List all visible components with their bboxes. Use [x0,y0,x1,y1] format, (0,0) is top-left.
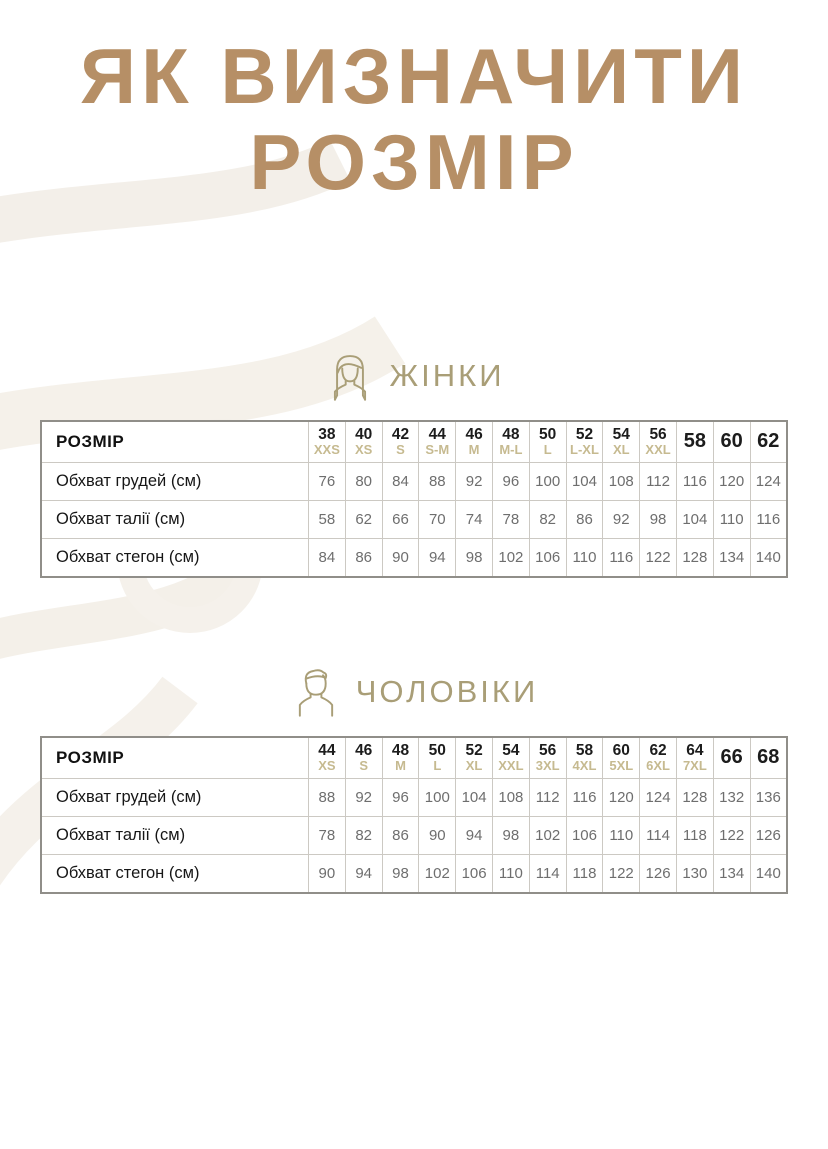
measurement-value-cell: 110 [566,538,603,577]
measurement-value-cell: 124 [750,462,787,500]
size-column-header [419,737,456,779]
size-column-header [456,737,493,779]
measurement-value-cell: 82 [529,500,566,538]
size-column-header [676,737,713,779]
page-title-line2: РОЗМІР [249,117,579,206]
measurement-value-cell: 84 [382,462,419,500]
page-title-line1: ЯК ВИЗНАЧИТИ [80,32,748,120]
size-column-header [492,737,529,779]
size-column-header [382,421,419,463]
measurement-value-cell: 136 [750,778,787,816]
size-letter: XXL [498,757,524,773]
size-column-header: 68 [750,737,787,779]
size-number: 50 [539,425,557,443]
size-letter: S [396,441,405,457]
size-letter: XS [355,441,373,457]
measurement-value-cell: 132 [713,778,750,816]
measurement-value-cell: 112 [640,462,677,500]
measurement-value-cell: 100 [529,462,566,500]
size-number: 42 [391,425,410,443]
measurement-value-cell: 114 [529,854,566,893]
size-number: 62 [649,741,667,759]
man-icon [290,664,342,720]
measurement-value-cell: 102 [492,538,529,577]
measurement-value-cell: 84 [309,538,346,577]
size-letter: 4XL [572,757,597,773]
measurement-value-cell: 88 [309,778,346,816]
size-number: 38 [318,425,336,443]
size-column-header: 62 [750,421,787,463]
size-number: 44 [428,425,446,443]
table-header-label: РОЗМІР [41,421,309,463]
section-heading-label-men: ЧОЛОВІКИ [355,673,539,709]
measurement-value-cell: 94 [345,854,382,893]
size-letter: XL [612,441,630,457]
size-number: 56 [649,425,667,443]
women-table-body [41,462,787,577]
size-letter: 3XL [535,757,560,773]
measurement-value-cell: 106 [456,854,493,893]
size-column-header [640,737,677,779]
men-size-table [40,736,788,894]
size-letter: 7XL [682,757,707,773]
measurement-value-cell: 92 [345,778,382,816]
measurement-row-label: Обхват талії (см) [41,500,309,538]
size-column-header: 66 [713,737,750,779]
women-table-header-row [41,421,787,463]
size-column-header [309,737,346,779]
measurement-value-cell: 74 [456,500,493,538]
women-size-table [40,420,788,578]
measurement-row [41,462,787,500]
measurement-value-cell: 94 [456,816,493,854]
measurement-value-cell: 98 [456,538,493,577]
measurement-value-cell: 116 [566,778,603,816]
measurement-row-label: Обхват грудей (см) [41,778,309,816]
size-letter: L [543,441,552,457]
measurement-value-cell: 102 [529,816,566,854]
size-number: 40 [355,425,373,443]
size-column-header [419,421,456,463]
measurement-value-cell: 112 [529,778,566,816]
woman-icon [324,348,376,404]
size-number: 54 [612,425,630,443]
size-letter: S-M [425,441,450,457]
measurement-value-cell: 110 [603,816,640,854]
size-column-header [345,737,382,779]
measurement-value-cell: 86 [345,538,382,577]
size-number: 46 [465,425,483,443]
size-column-header [529,737,566,779]
measurement-value-cell: 88 [419,462,456,500]
size-letter: XS [318,757,336,773]
measurement-value-cell: 126 [750,816,787,854]
measurement-row-label: Обхват грудей (см) [41,462,309,500]
size-number: 52 [575,425,594,443]
size-number: 50 [428,741,446,759]
measurement-value-cell: 114 [640,816,677,854]
measurement-row-label: Обхват стегон (см) [41,854,309,893]
measurement-value-cell: 116 [676,462,713,500]
measurement-value-cell: 96 [382,778,419,816]
measurement-row [41,500,787,538]
measurement-value-cell: 86 [382,816,419,854]
measurement-row [41,778,787,816]
size-letter: 5XL [609,757,634,773]
size-letter: M [395,757,406,773]
measurement-value-cell: 116 [750,500,787,538]
measurement-value-cell: 122 [713,816,750,854]
measurement-value-cell: 104 [566,462,603,500]
measurement-value-cell: 90 [309,854,346,893]
measurement-value-cell: 70 [419,500,456,538]
section-men [0,664,828,894]
table-header-label: РОЗМІР [41,737,309,779]
measurement-row [41,816,787,854]
measurement-value-cell: 120 [713,462,750,500]
measurement-value-cell: 124 [640,778,677,816]
measurement-value-cell: 102 [419,854,456,893]
size-number: 56 [539,741,557,759]
measurement-row-label: Обхват стегон (см) [41,538,309,577]
measurement-value-cell: 122 [603,854,640,893]
measurement-value-cell: 110 [713,500,750,538]
measurement-value-cell: 116 [603,538,640,577]
measurement-value-cell: 122 [640,538,677,577]
size-letter: XXL [645,441,671,457]
size-letter: L [433,757,442,773]
size-column-header [345,421,382,463]
size-column-header [640,421,677,463]
size-number: 58 [575,741,594,759]
measurement-value-cell: 98 [382,854,419,893]
size-number: 48 [391,741,410,759]
measurement-value-cell: 118 [566,854,603,893]
measurement-value-cell: 58 [309,500,346,538]
measurement-value-cell: 108 [492,778,529,816]
size-column-header [603,421,640,463]
measurement-value-cell: 134 [713,538,750,577]
measurement-value-cell: 82 [345,816,382,854]
size-number: 64 [686,741,704,759]
section-heading-label-women: ЖІНКИ [389,357,505,393]
measurement-value-cell: 76 [309,462,346,500]
measurement-value-cell: 106 [566,816,603,854]
size-letter: M [468,441,480,457]
measurement-value-cell: 86 [566,500,603,538]
measurement-value-cell: 104 [456,778,493,816]
size-column-header [309,421,346,463]
size-number: 54 [502,741,520,759]
measurement-value-cell: 92 [603,500,640,538]
size-column-header [603,737,640,779]
measurement-value-cell: 78 [309,816,346,854]
measurement-value-cell: 80 [345,462,382,500]
size-column-header [456,421,493,463]
size-number: 52 [465,741,483,759]
size-letter: XL [465,757,483,773]
measurement-value-cell: 62 [345,500,382,538]
size-column-header [382,737,419,779]
size-column-header: 60 [713,421,750,463]
size-letter: L-XL [570,441,599,457]
measurement-value-cell: 66 [382,500,419,538]
size-number: 46 [355,741,373,759]
measurement-row [41,854,787,893]
measurement-value-cell: 96 [492,462,529,500]
size-number: 48 [502,425,520,443]
size-letter: XXS [313,441,340,457]
measurement-value-cell: 128 [676,778,713,816]
size-column-header [566,737,603,779]
measurement-value-cell: 140 [750,854,787,893]
men-table-body [41,778,787,893]
size-letter: S [359,757,369,773]
measurement-value-cell: 120 [603,778,640,816]
size-column-header [566,421,603,463]
size-letter: 6XL [646,757,670,773]
measurement-value-cell: 108 [603,462,640,500]
measurement-value-cell: 110 [492,854,529,893]
measurement-row-label: Обхват талії (см) [41,816,309,854]
size-letter: M-L [499,441,523,457]
measurement-value-cell: 98 [492,816,529,854]
measurement-value-cell: 100 [419,778,456,816]
measurement-value-cell: 94 [419,538,456,577]
measurement-value-cell: 106 [529,538,566,577]
measurement-value-cell: 126 [640,854,677,893]
measurement-value-cell: 98 [640,500,677,538]
size-column-header [529,421,566,463]
size-column-header: 58 [676,421,713,463]
measurement-value-cell: 130 [676,854,713,893]
measurement-value-cell: 104 [676,500,713,538]
measurement-value-cell: 90 [382,538,419,577]
measurement-value-cell: 134 [713,854,750,893]
men-table-header-row [41,737,787,779]
section-heading-men [0,664,828,720]
measurement-value-cell: 140 [750,538,787,577]
measurement-value-cell: 90 [419,816,456,854]
page-title [0,0,828,206]
measurement-value-cell: 92 [456,462,493,500]
measurement-row [41,538,787,577]
section-women [0,348,828,578]
size-number: 44 [318,741,336,759]
size-column-header [492,421,529,463]
measurement-value-cell: 78 [492,500,529,538]
measurement-value-cell: 128 [676,538,713,577]
size-number: 60 [612,741,630,759]
measurement-value-cell: 118 [676,816,713,854]
section-heading-women [0,348,828,404]
